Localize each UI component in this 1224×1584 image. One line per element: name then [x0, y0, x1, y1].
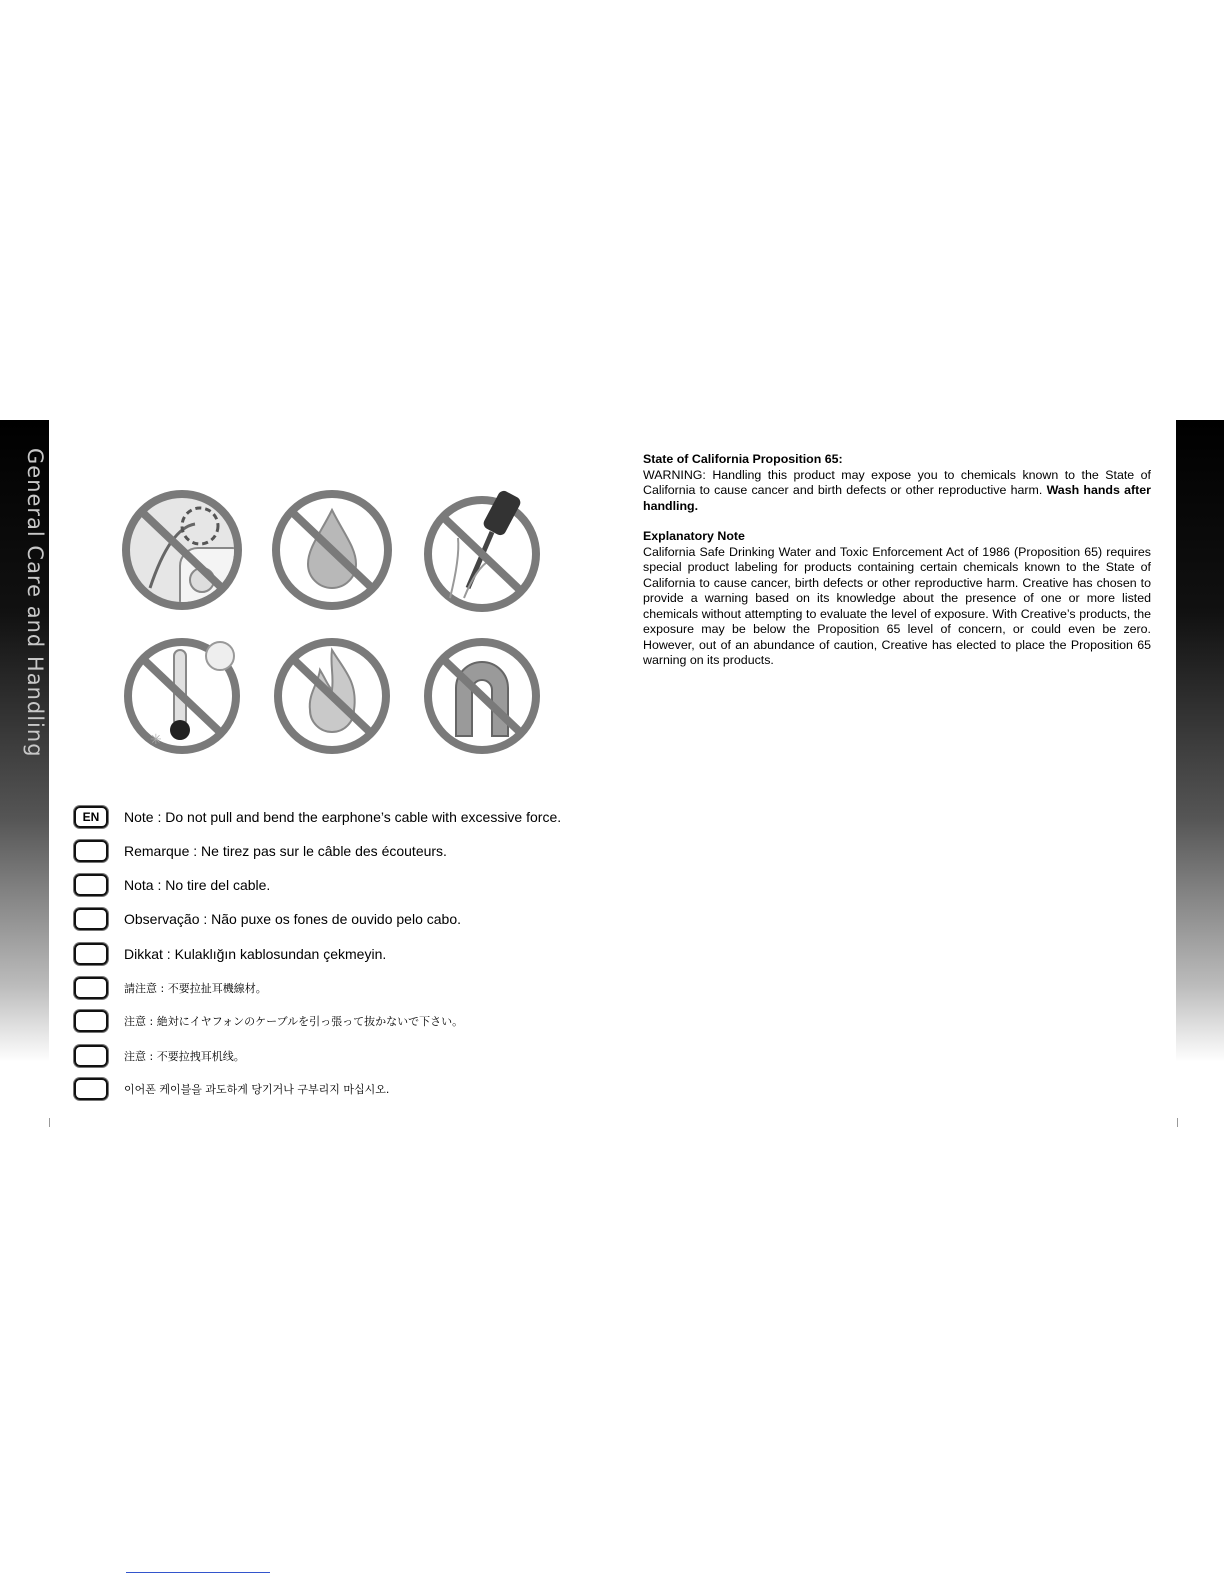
- crop-mark-left: [49, 1118, 50, 1127]
- note-text-ja: 注意 : 絶対にイヤフォンのケーブルを引っ張って抜かないで下さい。: [124, 1015, 464, 1028]
- explanatory-note-section: [643, 529, 1151, 669]
- explanatory-note-body: California Safe Drinking Water and Toxic Enforcement Act of 1986 (Proposition 65) requires special product labeling for products containing certain chemicals known to the State of California to cause cancer, birth defects or other reproductive harm. Creative has chosen to provide a warning based on its knowledge about the presence of one or more listed chemicals without attempting to evaluate the level of exposure. With Creative’s products, the exposure may be below the Proposition 65 level of concern, or could even be zero. However, out of an abundance of caution, Creative has elected to place the Proposition 65 warning on its products.: [643, 544, 1151, 667]
- no-water-icon: [270, 488, 394, 612]
- note-text-ko: 이어폰 케이블을 과도하게 당기거나 구부리지 마십시오.: [124, 1083, 390, 1096]
- no-fire-icon: [270, 630, 394, 754]
- no-extreme-temperature-icon: [120, 630, 244, 754]
- note-row-fr: [74, 839, 447, 863]
- prop65-section: [643, 452, 1151, 514]
- prop65-warning: [643, 468, 1151, 515]
- no-magnet-icon: [420, 630, 544, 754]
- note-row-zh-tw: [74, 976, 267, 1000]
- no-screwdriver-icon: [420, 488, 544, 612]
- note-text-zh-cn: 注意 : 不要拉拽耳机线。: [124, 1050, 245, 1063]
- crop-mark-right: [1177, 1118, 1178, 1127]
- note-text-tr: Dikkat : Kulaklığın kablosundan çekmeyin.: [124, 946, 387, 962]
- language-badge-en: EN: [74, 806, 108, 828]
- prop65-warning-bold: Wash hands after handling.: [643, 483, 1151, 513]
- language-badge: [74, 1078, 108, 1100]
- section-title: General Care and Handling: [23, 448, 47, 758]
- prop65-warning-text: WARNING: Handling this product may expose you to chemicals known to the State of California to cause cancer and birth defects or other reproductive harm.: [643, 467, 1151, 497]
- svg-text:✳: ✳: [150, 732, 162, 748]
- no-cable-pull-icon: [120, 488, 244, 612]
- note-row-ko: [74, 1077, 390, 1101]
- note-text-fr: Remarque : Ne tirez pas sur le câble des écouteurs.: [124, 843, 447, 859]
- language-badge: [74, 977, 108, 999]
- language-badge: [74, 840, 108, 862]
- note-row-pt: [74, 907, 461, 931]
- note-row-tr: [74, 942, 387, 966]
- language-badge: [74, 1010, 108, 1032]
- language-badge: [74, 874, 108, 896]
- note-row-es: [74, 873, 271, 897]
- note-text-en: Note : Do not pull and bend the earphone’s cable with excessive force.: [124, 809, 562, 825]
- language-badge: [74, 1045, 108, 1067]
- note-text-es: Nota : No tire del cable.: [124, 877, 271, 893]
- footer-rule: [126, 1572, 270, 1573]
- note-row-ja: [74, 1009, 464, 1033]
- note-row-zh-cn: [74, 1044, 245, 1068]
- side-tab-right: [1176, 420, 1224, 1062]
- language-badge: [74, 908, 108, 930]
- note-text-zh-tw: 請注意 : 不要拉扯耳機線材。: [124, 982, 267, 995]
- note-text-pt: Observação : Não puxe os fones de ouvido pelo cabo.: [124, 911, 461, 927]
- prop65-heading: State of California Proposition 65:: [643, 452, 843, 466]
- language-badge: [74, 943, 108, 965]
- note-row-en: [74, 805, 562, 829]
- explanatory-note-heading: Explanatory Note: [643, 529, 745, 543]
